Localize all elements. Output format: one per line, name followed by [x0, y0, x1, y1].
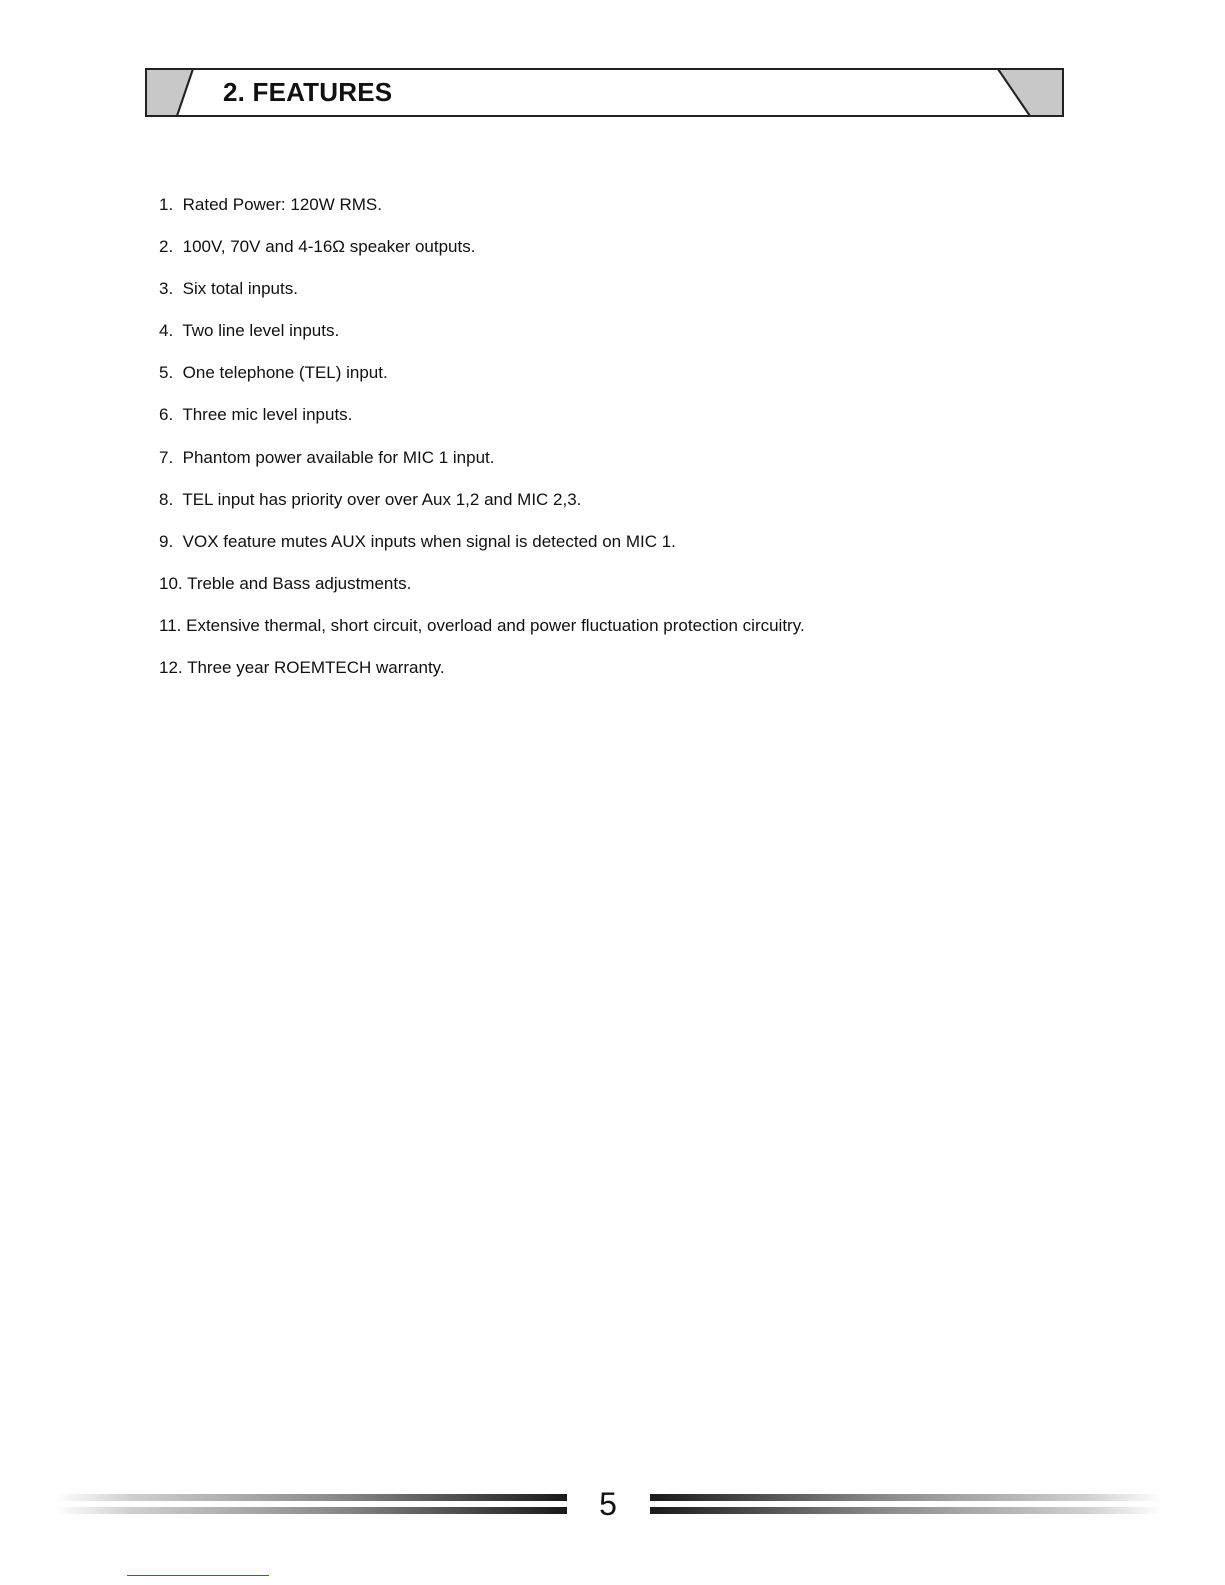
footer-rule-right-top: [650, 1494, 1162, 1501]
list-item-text: Extensive thermal, short circuit, overload and power fluctuation protection circuitry.: [186, 615, 805, 635]
footer-rule-right-bottom: [650, 1507, 1162, 1514]
list-item-text: 100V, 70V and 4-16Ω speaker outputs.: [182, 237, 476, 257]
list-item: [159, 277, 805, 319]
list-item-number: 12.: [159, 658, 183, 678]
list-item: [159, 235, 805, 277]
list-item-text: Treble and Bass adjustments.: [187, 573, 412, 593]
list-item-text: TEL input has priority over over Aux 1,2 and MIC 2,3.: [182, 489, 582, 509]
bottom-edge-line: [127, 1575, 269, 1576]
list-item-number: 1.: [159, 195, 174, 214]
features-list: [159, 193, 805, 698]
section-title: 2. FEATURES: [223, 77, 393, 107]
list-item-text: Three mic level inputs.: [182, 405, 353, 425]
list-item-number: 3.: [159, 279, 174, 299]
list-item: [159, 488, 805, 530]
list-item-number: 5.: [159, 363, 174, 383]
list-item-number: 8.: [159, 489, 174, 509]
list-item-number: 2.: [159, 237, 174, 257]
footer-rule-left-bottom: [55, 1507, 567, 1514]
footer-rule-left-top: [55, 1494, 567, 1501]
list-item: [159, 319, 805, 361]
list-item: [159, 193, 805, 235]
list-item-text: Phantom power available for MIC 1 input.: [182, 447, 495, 467]
list-item-text: Three year ROEMTECH warranty.: [187, 658, 445, 678]
list-item-number: 7.: [159, 447, 174, 467]
list-item-text: Six total inputs.: [182, 279, 298, 299]
page-footer: [0, 1486, 1225, 1534]
list-item: [159, 446, 805, 488]
list-item: [159, 656, 805, 698]
list-item-number: 11.: [159, 615, 182, 635]
page-number: 5: [599, 1486, 617, 1522]
list-item-number: 10.: [159, 573, 183, 593]
list-item-text: VOX feature mutes AUX inputs when signal is detected on MIC 1.: [182, 531, 676, 551]
list-item: [159, 361, 805, 403]
section-header-banner: [145, 68, 1064, 118]
list-item: [159, 614, 805, 656]
list-item-text: Rated Power: 120W RMS.: [182, 195, 382, 214]
list-item-number: 9.: [159, 531, 174, 551]
list-item: [159, 572, 805, 614]
list-item-text: One telephone (TEL) input.: [182, 363, 388, 383]
list-item: [159, 530, 805, 572]
list-item-text: Two line level inputs.: [182, 321, 340, 341]
list-item-number: 6.: [159, 405, 174, 425]
list-item-number: 4.: [159, 321, 174, 341]
list-item: [159, 403, 805, 445]
